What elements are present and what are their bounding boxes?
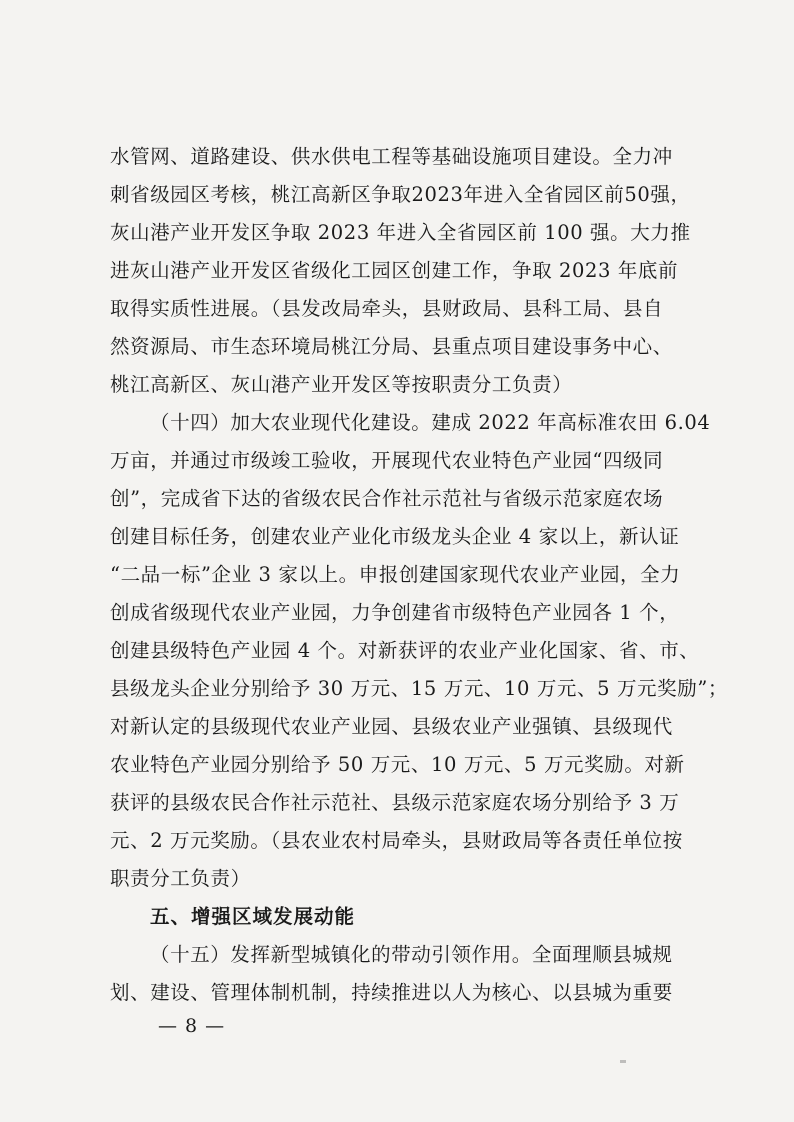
body-line: 创建县级特色产业园 4 个。对新获评的农业产业化国家、省、市、: [110, 639, 700, 662]
body-line: 创成省级现代农业产业园，力争创建省市级特色产业园各 1 个，: [110, 601, 680, 624]
body-line: 创”，完成省下达的省级农民合作社示范社与省级示范家庭农场: [110, 487, 664, 510]
section-heading: 五、增强区域发展动能: [150, 905, 356, 928]
body-line: 灰山港产业开发区争取 2023 年进入全省园区前 100 强。大力推: [110, 221, 691, 244]
body-line: 取得实质性进展。（县发改局牵头，县财政局、县科工局、县自: [110, 297, 664, 320]
page-number: — 8 —: [158, 1015, 226, 1037]
body-line: 划、建设、管理体制机制，持续推进以人为核心、以县城为重要: [110, 981, 673, 1004]
body-line: 农业特色产业园分别给予 50 万元、10 万元、5 万元奖励。对新: [110, 753, 685, 776]
body-line: 创建目标任务，创建农业产业化市级龙头企业 4 家以上，新认证: [110, 525, 680, 548]
body-line: 元、2 万元奖励。（县农业农村局牵头，县财政局等各责任单位按: [110, 829, 683, 852]
body-line: 进灰山港产业开发区省级化工园区创建工作，争取 2023 年底前: [110, 259, 679, 282]
body-line: 桃江高新区、灰山港产业开发区等按职责分工负责）: [110, 373, 573, 396]
body-line: 水管网、道路建设、供水供电工程等基础设施项目建设。全力冲: [110, 145, 673, 168]
body-line: “二品一标”企业 3 家以上。申报创建国家现代农业产业园，全力: [110, 563, 681, 586]
body-line: 获评的县级农民合作社示范社、县级示范家庭农场分别给予 3 万: [110, 791, 680, 814]
body-line: 对新认定的县级现代农业产业园、县级农业产业强镇、县级现代: [110, 715, 673, 738]
body-line: 然资源局、市生态环境局桃江分局、县重点项目建设事务中心、: [110, 335, 673, 358]
paragraph-start-line: （十四）加大农业现代化建设。建成 2022 年高标准农田 6.04: [150, 411, 711, 434]
body-line: 县级龙头企业分别给予 30 万元、15 万元、10 万元、5 万元奖励”；: [110, 677, 729, 700]
body-line: 刺省级园区考核，桃江高新区争取2023年进入全省园区前50强，: [110, 183, 691, 206]
scan-speck: [620, 1060, 626, 1063]
body-line: 职责分工负责）: [110, 867, 251, 890]
paragraph-start-line: （十五）发挥新型城镇化的带动引领作用。全面理顺县城规: [150, 943, 673, 966]
body-line: 万亩，并通过市级竣工验收，开展现代农业特色产业园“四级同: [110, 449, 664, 472]
